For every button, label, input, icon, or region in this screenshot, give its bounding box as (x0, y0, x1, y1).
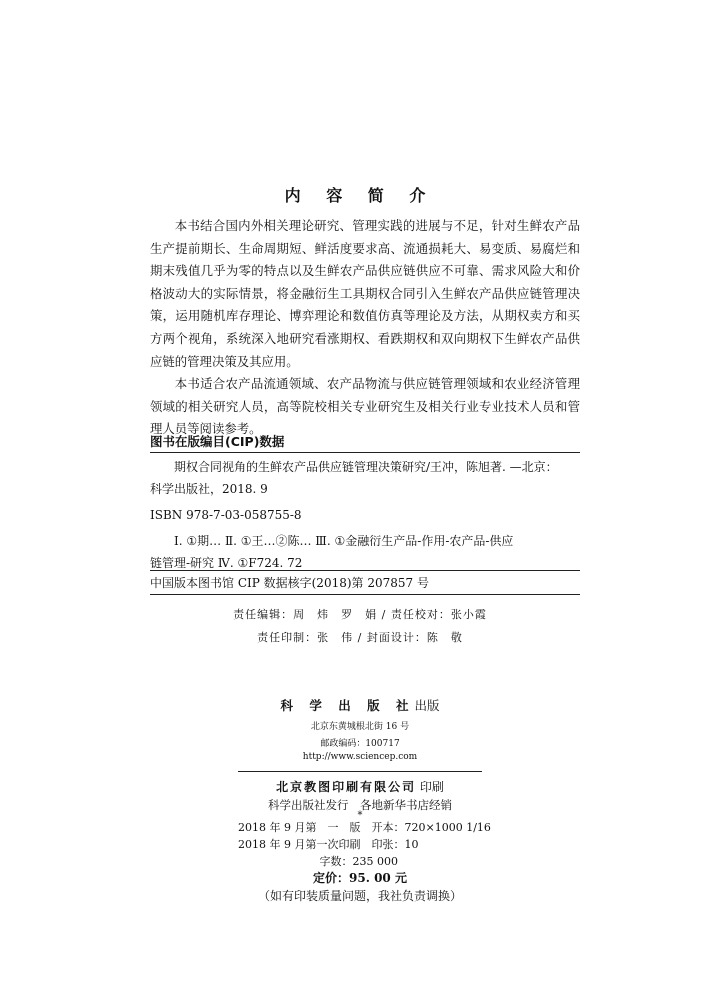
publisher-postcode: 邮政编码：100717 (320, 739, 400, 749)
staff-line: 责任编辑：周 炜 罗 娟 / 责任校对：张小霞 (233, 608, 487, 621)
separator-star: * (357, 810, 363, 821)
cip-classification: 链管理-研究 Ⅳ. ①F724. 72 (150, 556, 303, 570)
edition-date: 2018 年 9 月第 一 版 (238, 821, 361, 834)
printer (0, 778, 720, 795)
intro-text (150, 215, 580, 441)
cip-classification: Ⅰ. ①期… Ⅱ. ①王…②陈… Ⅲ. ①金融衍生产品-作用-农产品-供应 (174, 534, 514, 548)
cip-title-line: 科学出版社，2018. 9 (150, 482, 268, 496)
publisher-name (0, 696, 720, 714)
cip-title-line: 期权合同视角的生鲜农产品供应链管理决策研究/王冲，陈旭著. —北京： (174, 460, 558, 474)
divider (150, 452, 580, 453)
publisher-suffix: 出版 (414, 698, 440, 713)
publisher-website: http://www.sciencep.com (302, 752, 418, 762)
edition-details (238, 819, 491, 870)
distribution: 科学出版社发行 各地新华书店经销 (268, 798, 452, 812)
divider (150, 570, 580, 571)
intro-paragraph: 本书结合国内外相关理论研究、管理实践的进展与不足，针对生鲜农产品生产提前期长、生命周期短、鲜活度要求高、流通损耗大、易变质、易腐烂和期末残值几乎为零的特点以及生鲜农产品供应链供应不可靠、需求风险大和价格波动大的实际情景，将金融衍生工具期权合同引入生鲜农产品供应链管理决策，运用随机库存理论、博弈理论和数值仿真等理论及方法，从期权卖方和买方两个视角，系统深入地研究看涨期权、看跌期权和双向期权下生鲜农产品供应链的管理决策及其应用。 (150, 218, 580, 369)
printer-name: 北京教图印刷有限公司 (276, 780, 417, 794)
word-count: 字数：235 000 (319, 855, 398, 868)
divider (150, 594, 580, 595)
intro-title: 内 容 简 介 (284, 186, 436, 205)
quality-notice: （如有印装质量问题，我社负责调换） (257, 889, 462, 903)
staff-line: 责任印制：张 伟 / 封面设计：陈 敬 (257, 631, 463, 644)
cip-entry (150, 456, 580, 574)
price: 定价：95. 00 元 (313, 871, 407, 885)
printer-suffix: 印刷 (419, 780, 444, 794)
divider (238, 771, 482, 772)
intro-paragraph: 本书适合农产品流通领域、农产品物流与供应链管理领域和农业经济管理领域的相关研究人员，高等院校相关专业研究生及相关行业专业技术人员和管理人员等阅读参考。 (150, 376, 580, 437)
publisher-address: 北京东黄城根北街 16 号 (310, 722, 410, 732)
publisher-logo: 科 学 出 版 社 (280, 698, 415, 713)
print-sheets: 印张：10 (371, 838, 419, 851)
book-format: 开本：720×1000 1/16 (371, 821, 491, 834)
cip-heading: 图书在版编目(CIP)数据 (150, 434, 285, 449)
cip-isbn: ISBN 978-7-03-058755-8 (150, 508, 302, 522)
print-date: 2018 年 9 月第一次印刷 (238, 838, 361, 851)
cip-number: 中国版本图书馆 CIP 数据核字(2018)第 207857 号 (150, 576, 429, 590)
